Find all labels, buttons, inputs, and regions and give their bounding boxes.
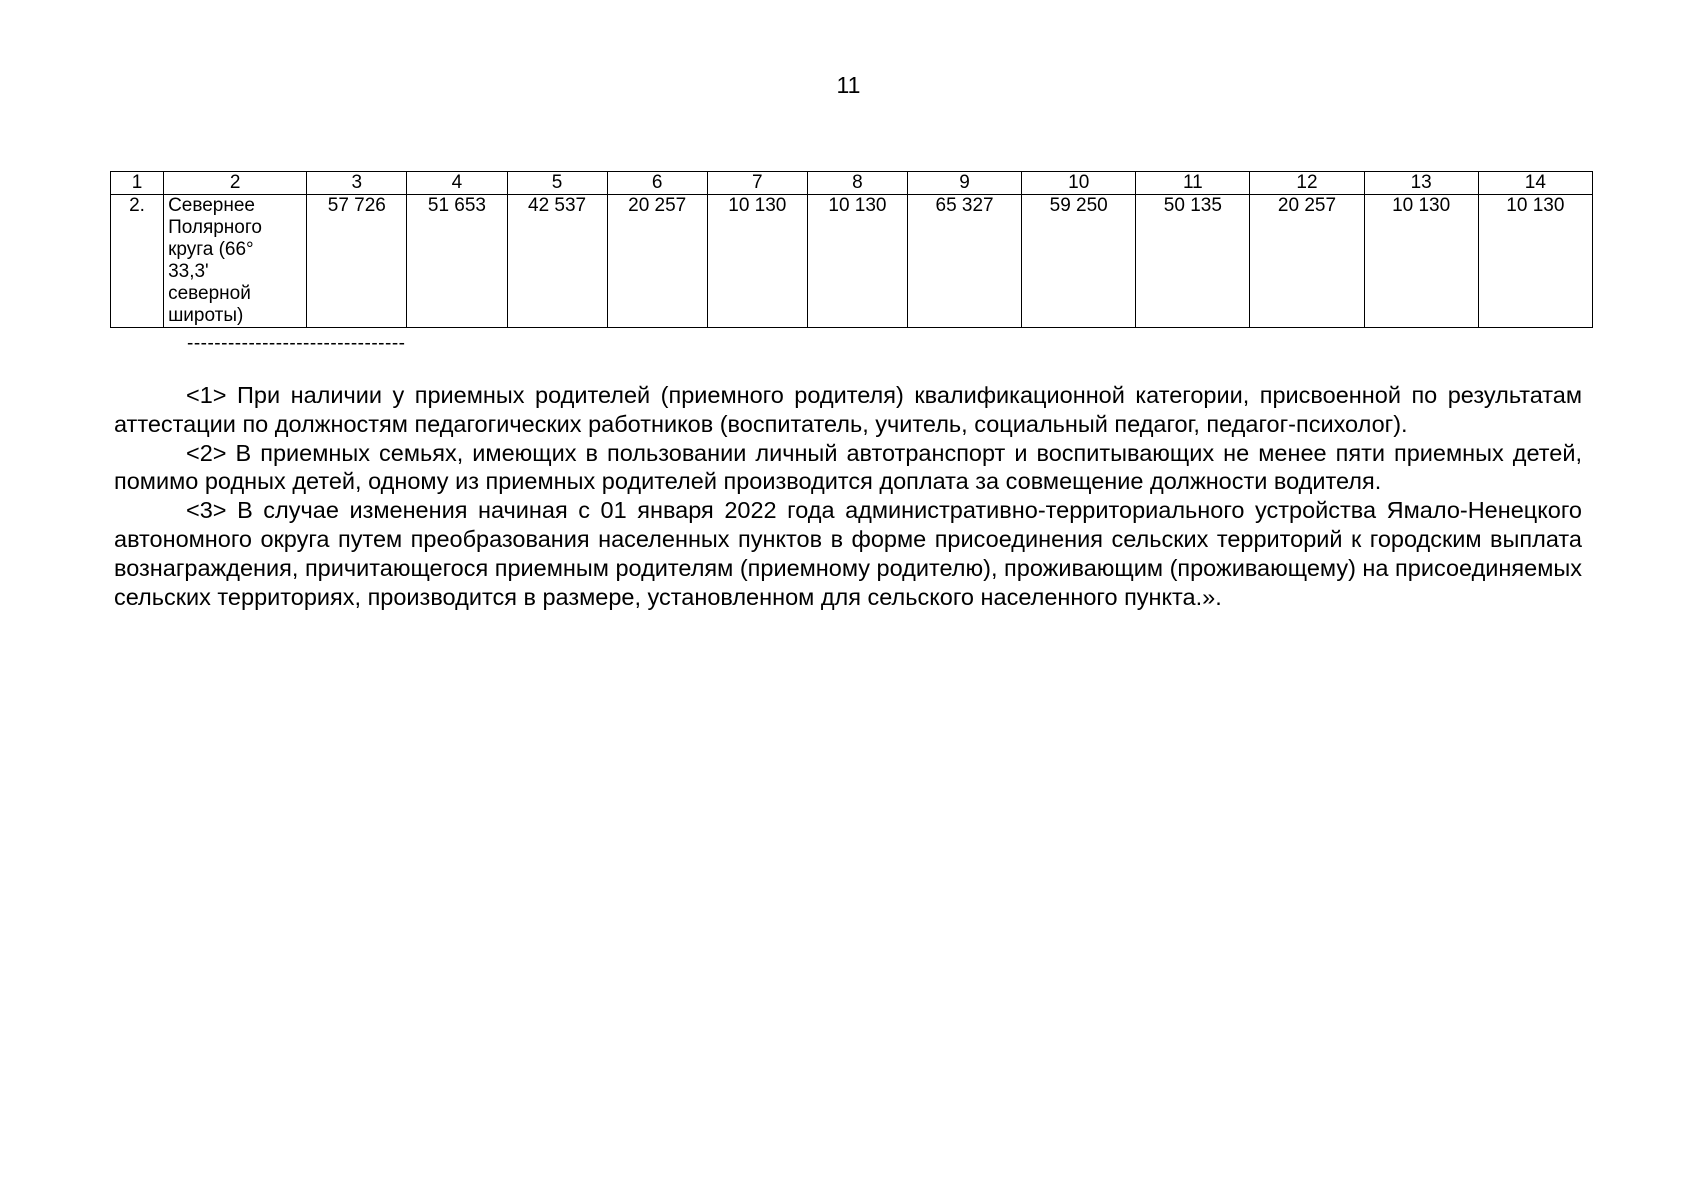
footnote-3: <3> В случае изменения начиная с 01 января 2022 года административно-территориального устройства Ямало-Ненецкого автономного округа путем преобразования населенных пунктов в форме присоединения сельских территорий к городским выплата вознаграждения, причитающегося приемным родителям (приемному родителю), проживающим (проживающему) на присоединяемых сельских территориях, производится в размере, установленном для сельского населенного пункта.». xyxy=(114,497,1582,610)
column-number: 10 xyxy=(1022,172,1136,195)
column-number: 11 xyxy=(1136,172,1250,195)
column-number: 1 xyxy=(111,172,164,195)
footnote-separator: -------------------------------- xyxy=(187,333,406,354)
footnote-1: <1> При наличии у приемных родителей (приемного родителя) квалификационной категории, присвоенной по результатам аттестации по должностям педагогических работников (воспитатель, учитель, социальный педагог, педагог-психолог). xyxy=(114,382,1582,437)
footnotes xyxy=(114,381,1582,611)
column-number-row xyxy=(111,172,1593,195)
table-row xyxy=(111,195,1593,328)
footnote-2: <2> В приемных семьях, имеющих в пользовании личный автотранспорт и воспитывающих не менее пяти приемных детей, помимо родных детей, одному из приемных родителей производится доплата за совмещение должности водителя. xyxy=(114,439,1582,495)
row-number: 2. xyxy=(111,195,164,328)
amount-cell: 50 135 xyxy=(1136,195,1250,328)
page-number: 11 xyxy=(836,72,861,98)
amount-cell: 20 257 xyxy=(1250,195,1364,328)
column-number: 12 xyxy=(1250,172,1364,195)
column-number: 7 xyxy=(707,172,807,195)
column-number: 3 xyxy=(307,172,407,195)
column-number: 2 xyxy=(164,172,307,195)
column-number: 9 xyxy=(908,172,1022,195)
amount-cell: 59 250 xyxy=(1022,195,1136,328)
amount-cell: 42 537 xyxy=(507,195,607,328)
column-number: 14 xyxy=(1478,172,1592,195)
amount-cell: 10 130 xyxy=(807,195,907,328)
amount-cell: 20 257 xyxy=(607,195,707,328)
amount-cell: 10 130 xyxy=(707,195,807,328)
column-number: 13 xyxy=(1364,172,1478,195)
column-number: 6 xyxy=(607,172,707,195)
column-number: 5 xyxy=(507,172,607,195)
payment-table xyxy=(110,171,1593,328)
column-number: 4 xyxy=(407,172,507,195)
amount-cell: 65 327 xyxy=(908,195,1022,328)
amount-cell: 51 653 xyxy=(407,195,507,328)
amount-cell: 10 130 xyxy=(1478,195,1592,328)
amount-cell: 57 726 xyxy=(307,195,407,328)
region-cell: Севернее Полярного круга (66° 33,3' северной широты) xyxy=(164,195,307,328)
amount-cell: 10 130 xyxy=(1364,195,1478,328)
column-number: 8 xyxy=(807,172,907,195)
